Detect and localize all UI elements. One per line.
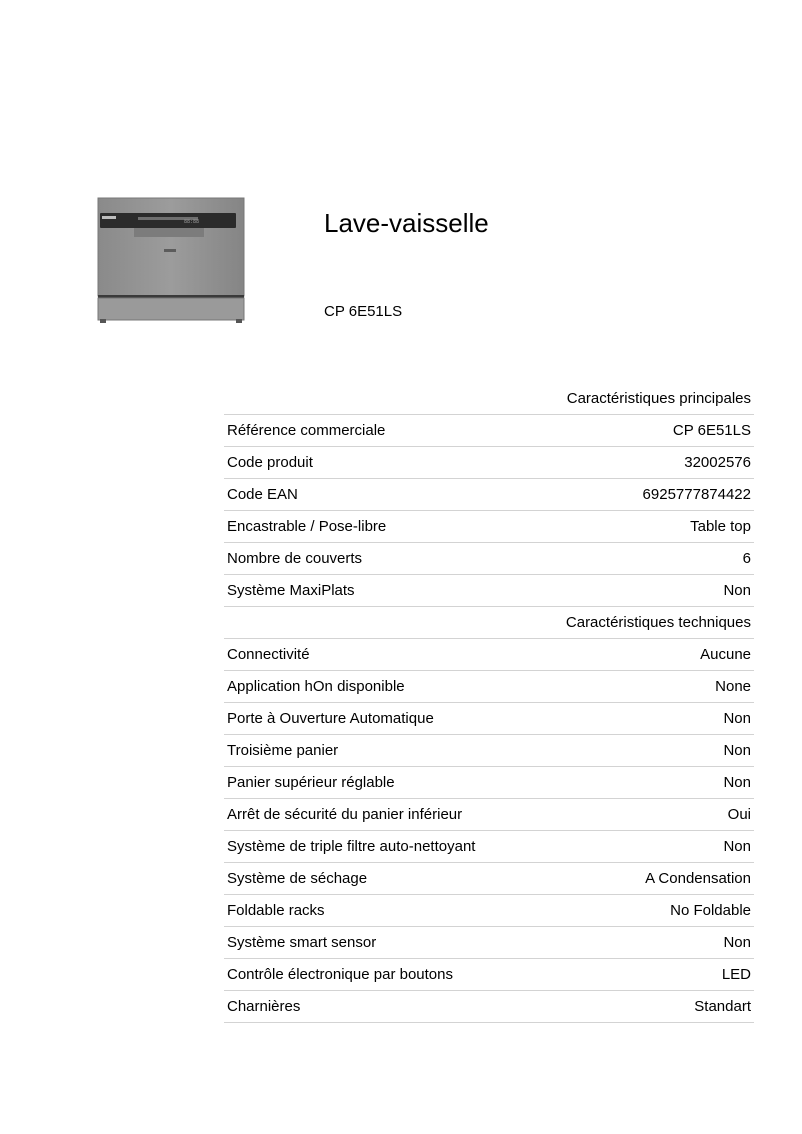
spec-value: Non — [482, 575, 754, 607]
spec-label: Nombre de couverts — [224, 543, 482, 575]
spec-value: 6 — [482, 543, 754, 575]
product-image — [96, 196, 246, 324]
spec-row — [224, 511, 754, 543]
spec-row — [224, 447, 754, 479]
spec-row — [224, 895, 754, 927]
spec-label: Application hOn disponible — [224, 671, 482, 703]
spec-row — [224, 863, 754, 895]
spec-value: None — [482, 671, 754, 703]
spec-row — [224, 831, 754, 863]
spec-row — [224, 703, 754, 735]
spec-label: Porte à Ouverture Automatique — [224, 703, 482, 735]
spec-label: Connectivité — [224, 639, 482, 671]
section-title: Caractéristiques techniques — [224, 607, 754, 639]
spec-row — [224, 735, 754, 767]
spec-row — [224, 415, 754, 447]
spec-value: Non — [482, 927, 754, 959]
spec-label: Foldable racks — [224, 895, 482, 927]
spec-label: Système MaxiPlats — [224, 575, 482, 607]
spec-table — [224, 383, 754, 1023]
section-title: Caractéristiques principales — [224, 383, 754, 415]
spec-label: Référence commerciale — [224, 415, 482, 447]
section-header-main — [224, 383, 754, 415]
spec-label: Système de triple filtre auto-nettoyant — [224, 831, 482, 863]
spec-row — [224, 767, 754, 799]
spec-value: Table top — [482, 511, 754, 543]
spec-row — [224, 671, 754, 703]
spec-value: 6925777874422 — [482, 479, 754, 511]
spec-label: Contrôle électronique par boutons — [224, 959, 482, 991]
spec-value: Standart — [482, 991, 754, 1023]
spec-value: A Condensation — [482, 863, 754, 895]
spec-label: Panier supérieur réglable — [224, 767, 482, 799]
spec-row — [224, 991, 754, 1023]
spec-label: Système de séchage — [224, 863, 482, 895]
spec-row — [224, 639, 754, 671]
spec-value: Oui — [482, 799, 754, 831]
page-title: Lave-vaisselle — [324, 208, 489, 238]
spec-label: Charnières — [224, 991, 482, 1023]
spec-value: Non — [482, 735, 754, 767]
dishwasher-icon — [96, 196, 246, 324]
spec-value: 32002576 — [482, 447, 754, 479]
spec-value: Aucune — [482, 639, 754, 671]
spec-value: CP 6E51LS — [482, 415, 754, 447]
spec-label: Arrêt de sécurité du panier inférieur — [224, 799, 482, 831]
spec-value: LED — [482, 959, 754, 991]
spec-label: Code EAN — [224, 479, 482, 511]
spec-row — [224, 959, 754, 991]
section-header-technical — [224, 607, 754, 639]
spec-label: Encastrable / Pose-libre — [224, 511, 482, 543]
spec-label: Troisième panier — [224, 735, 482, 767]
spec-label: Code produit — [224, 447, 482, 479]
model-name: CP 6E51LS — [324, 303, 403, 320]
spec-value: No Foldable — [482, 895, 754, 927]
spec-row — [224, 479, 754, 511]
spec-row — [224, 575, 754, 607]
spec-value: Non — [482, 767, 754, 799]
spec-row — [224, 927, 754, 959]
spec-row — [224, 543, 754, 575]
spec-value: Non — [482, 703, 754, 735]
spec-value: Non — [482, 831, 754, 863]
display-readout: 88:88 — [184, 219, 200, 225]
spec-row — [224, 799, 754, 831]
spec-label: Système smart sensor — [224, 927, 482, 959]
